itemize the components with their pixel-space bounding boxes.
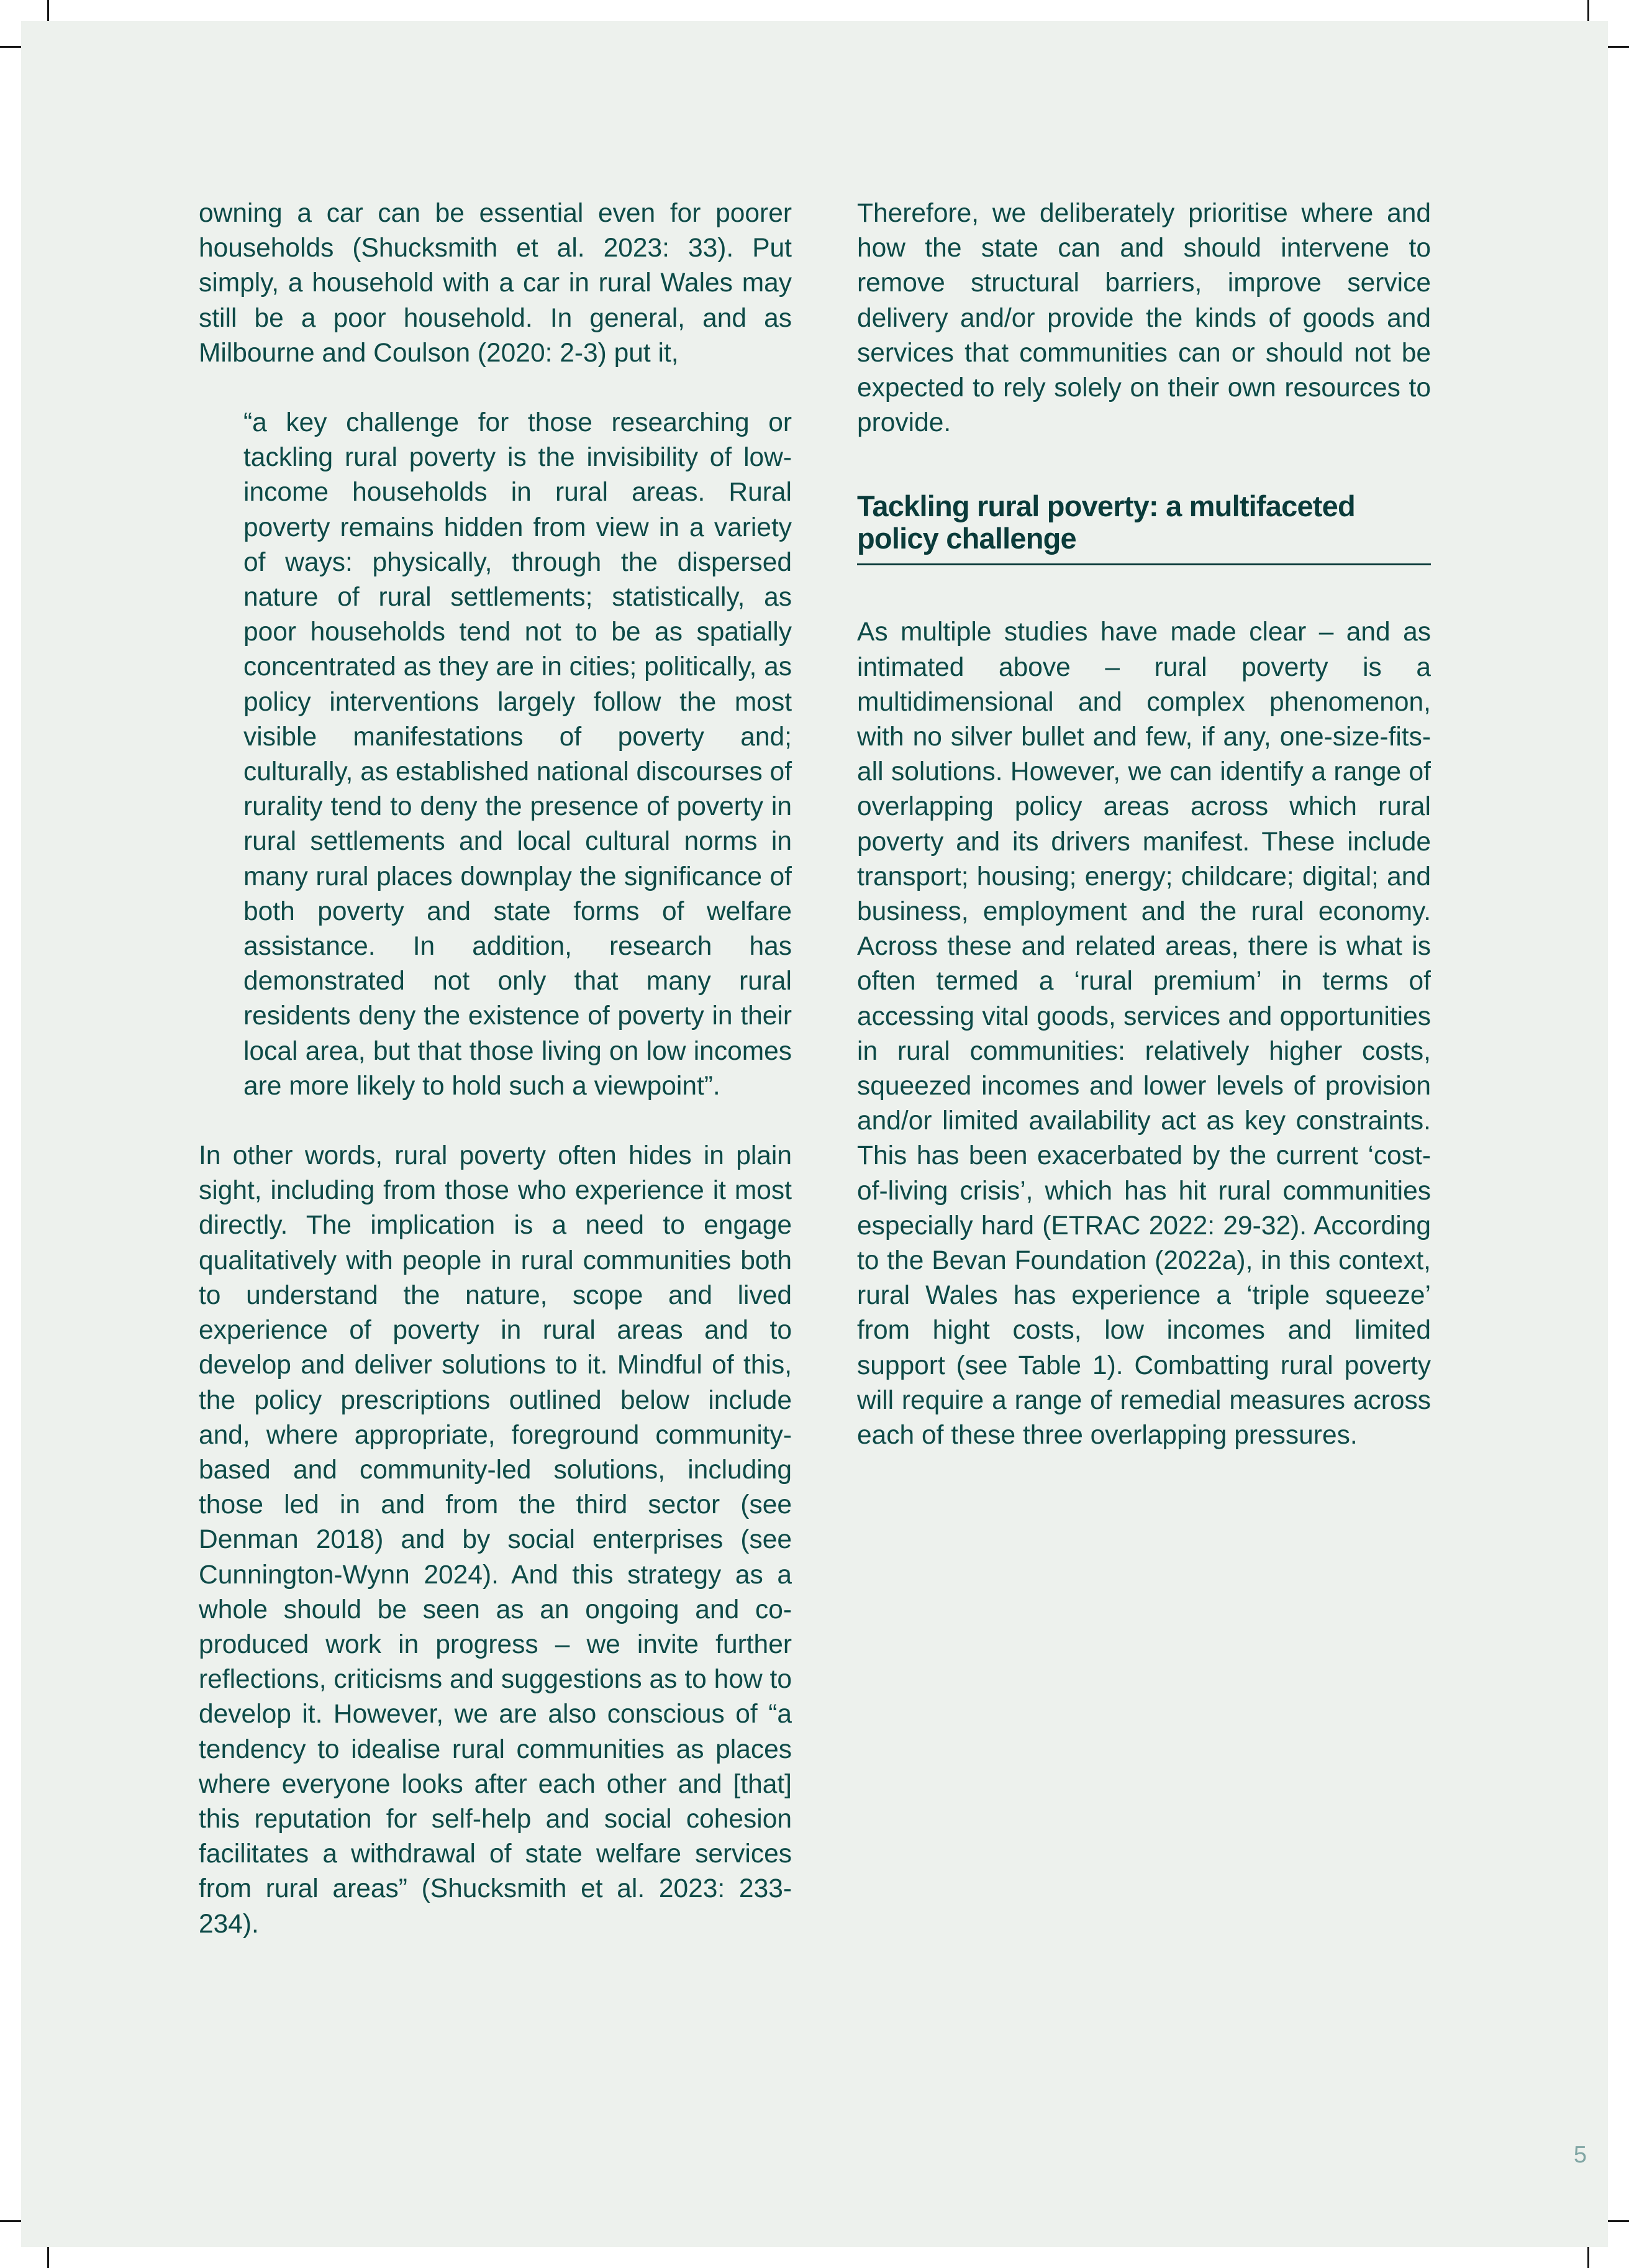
right-column — [857, 196, 1431, 1453]
left-column — [199, 196, 792, 1942]
crop-mark — [0, 46, 21, 48]
crop-mark — [47, 0, 49, 21]
page-number: 5 — [1573, 2142, 1587, 2168]
left-paragraph-2: In other words, rural poverty often hides in plain sight, including from those who experience it most directly. The implication is a need to engage qualitatively with people in rural communities both to understand the nature, scope and lived experience of poverty in rural areas and to develop and deliver solutions to it. Mindful of this, the policy prescriptions outlined below include and, where appropriate, foreground community-based and community-led solutions, including those led in and from the third sector (see Denman 2018) and by social enterprises (see Cunnington-Wynn 2024). And this strategy as a whole should be seen as an ongoing and co-produced work in progress – we invite further reflections, criticisms and suggestions as to how to develop it. However, we are also conscious of “a tendency to idealise rural communities as places where everyone looks after each other and [that] this reputation for self-help and social cohesion facilitates a withdrawal of state welfare services from rural areas” (Shucksmith et al. 2023: 233-234). — [199, 1141, 792, 1939]
crop-mark — [1608, 46, 1629, 48]
crop-mark — [1587, 0, 1589, 21]
right-paragraph-1: Therefore, we deliberately prioritise where and how the state can and should intervene to remove structural barriers, improve service delivery and/or provide the kinds of goods and services that communities can or should not be expected to rely solely on their own resources to provide. — [857, 199, 1431, 438]
crop-mark — [1587, 2247, 1589, 2268]
crop-mark — [0, 2220, 21, 2222]
section-heading: Tackling rural poverty: a multifaceted policy challenge — [857, 490, 1431, 565]
right-paragraph-2: As multiple studies have made clear – and as intimated above – rural poverty is a multidimensional and complex phenomenon, with no silver bullet and few, if any, one-size-fits-all solutions. However, we can identify a range of overlapping policy areas across which rural poverty and its drivers manifest. These include transport; housing; energy; childcare; digital; and business, employment and the rural economy. Across these and related areas, there is what is often termed a ‘rural premium’ in terms of accessing vital goods, services and opportunities in rural communities: relatively higher costs, squeezed incomes and lower levels of provision and/or limited availability act as key constraints. This has been exacerbated by the current ‘cost-of-living crisis’, which has hit rural communities especially hard (ETRAC 2022: 29-32). According to the Bevan Foundation (2022a), in this context, rural Wales has experience a ‘triple squeeze’ from hight costs, low incomes and limited support (see Table 1). Combatting rural poverty will require a range of remedial measures across each of these three overlapping pressures. — [857, 617, 1431, 1451]
left-paragraph-1: owning a car can be essential even for poorer households (Shucksmith et al. 2023: 33). Put simply, a household with a car in rural Wales may still be a poor household. In general, and as Milbourne and Coulson (2020: 2-3) put it, — [199, 199, 792, 368]
crop-mark — [47, 2247, 49, 2268]
crop-mark — [1608, 2220, 1629, 2222]
block-quote: “a key challenge for those researching or tackling rural poverty is the invisibility of low-income households in rural areas. Rural poverty remains hidden from view in a variety of ways: physically, through the dispersed nature of rural settlements; statistically, as poor households tend not to be as spatially concentrated as they are in cities; politically, as policy interventions largely follow the most visible manifestations of poverty and; culturally, as established national discourses of rurality tend to deny the presence of poverty in rural settlements and local cultural norms in many rural places downplay the significance of both poverty and state forms of welfare assistance. In addition, research has demonstrated not only that many rural residents deny the existence of poverty in their local area, but that those living on low incomes are more likely to hold such a viewpoint”. — [243, 408, 792, 1101]
